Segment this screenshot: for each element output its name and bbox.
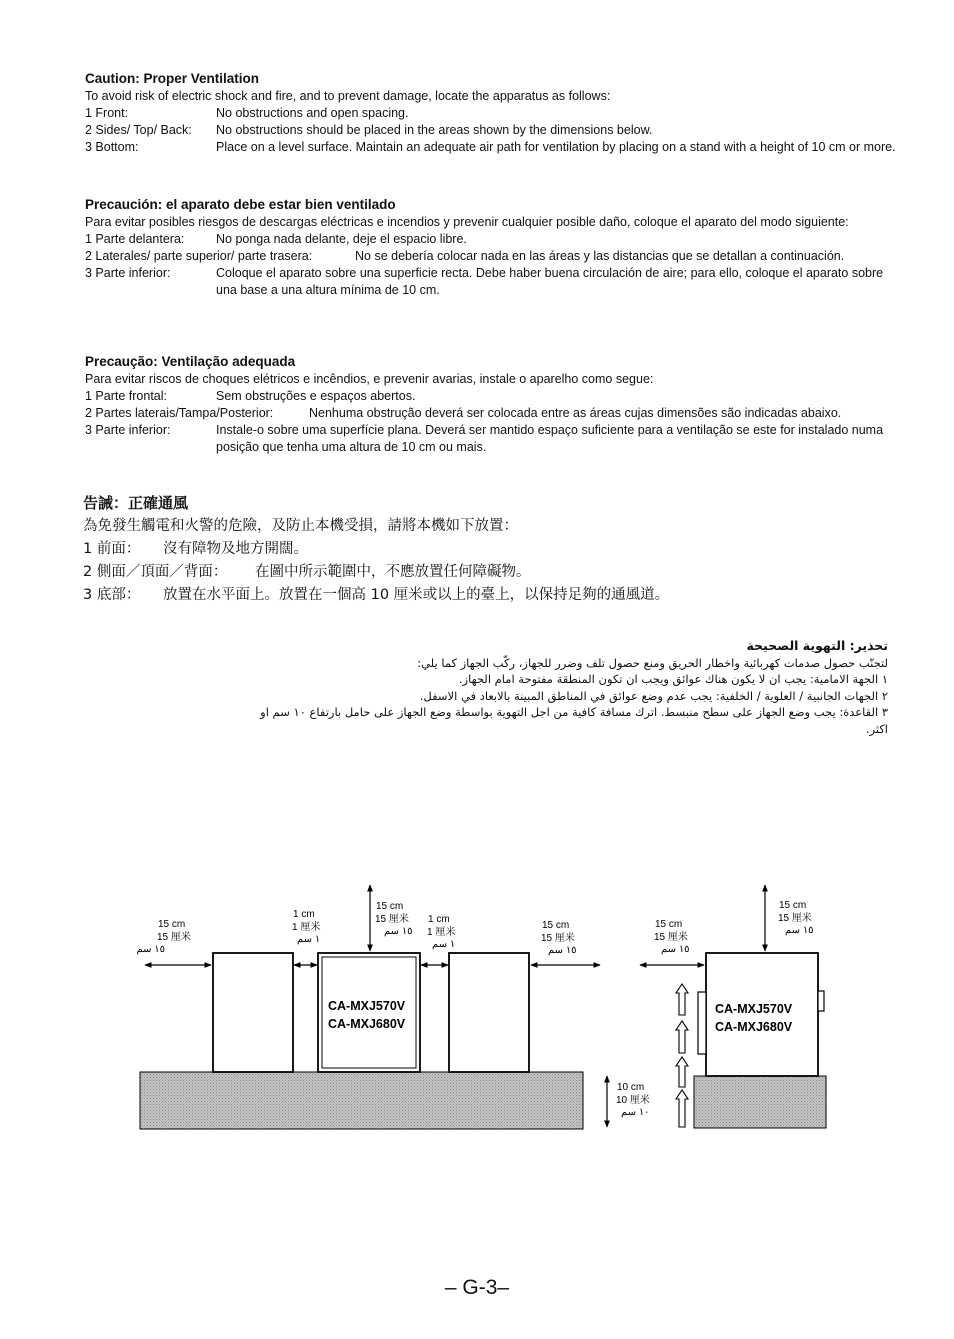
svg-text:15 厘米: 15 厘米 bbox=[541, 933, 575, 944]
svg-text:10 cm: 10 cm bbox=[617, 1082, 645, 1093]
dim-label-15cm-side-top bbox=[778, 900, 814, 936]
portuguese-item-front: 1 Parte frontal: Sem obstruções e espaços abertos. bbox=[85, 389, 416, 403]
section-english bbox=[85, 70, 900, 156]
dim-label-15cm-back bbox=[654, 919, 690, 955]
english-heading: Caution: Proper Ventilation bbox=[85, 71, 260, 86]
chinese-item-sides: 2 側面／頂面／背面： 在圖中所示範圍中，不應放置任何障礙物。 bbox=[83, 564, 531, 580]
arabic-line: لتجنّب حصول صدمات كهربائية واخطار الحريق ومنع حصول تلف وضرر للجهاز، ركّب الجهاز كما يلي: bbox=[417, 655, 888, 670]
chinese-item-front: 1 前面： 沒有障物及地方開闊。 bbox=[83, 541, 308, 557]
dim-label-1cm-right bbox=[427, 914, 455, 950]
svg-text:١٥ سم: ١٥ سم bbox=[661, 944, 690, 955]
svg-text:١٥ سم: ١٥ سم bbox=[136, 944, 165, 955]
ventilation-diagram bbox=[0, 860, 954, 1140]
page-number: – G-3– bbox=[444, 1276, 510, 1299]
arabic-line: ١ الجهة الامامية: يجب ان لا يكون هناك عوائق ويجب ان تكون المنطقة مفتوحة امام الجهاز. bbox=[458, 672, 888, 686]
model-label: CA-MXJ680V bbox=[715, 1020, 793, 1034]
svg-text:1 厘米: 1 厘米 bbox=[427, 927, 456, 938]
svg-text:١٥ سم: ١٥ سم bbox=[548, 945, 577, 956]
spanish-heading: Precaución: el aparato debe estar bien ventilado bbox=[85, 197, 396, 212]
portuguese-item-sides: 2 Partes laterais/Tampa/Posterior: Nenhuma obstrução deverá ser colocada entre as áreas cujas dimensões são indicadas abaixo. bbox=[85, 406, 842, 420]
chinese-intro: 為免發生觸電和火警的危險，及防止本機受損，請將本機如下放置： bbox=[83, 518, 518, 534]
svg-text:١٠ سم: ١٠ سم bbox=[621, 1107, 650, 1118]
portuguese-heading: Precaução: Ventilação adequada bbox=[85, 354, 296, 369]
side-handle-right bbox=[818, 991, 824, 1011]
chinese-heading: 告誡：正確通風 bbox=[83, 494, 189, 512]
arabic-line: ٢ الجهات الجانبية / العلوية / الخلفية: يجب عدم وضع عوائق في المناطق المبينة بالابعاد في الاسفل. bbox=[419, 688, 888, 703]
dim-label-10cm bbox=[616, 1082, 650, 1118]
spanish-item-sides: 2 Laterales/ parte superior/ parte trasera: No se debería colocar nada en las áreas y las distancias que se detallan a continuación. bbox=[85, 249, 845, 263]
spanish-item-front: 1 Parte delantera: No ponga nada delante, deje el espacio libre. bbox=[85, 232, 467, 246]
stand-right bbox=[694, 1076, 826, 1128]
arabic-heading: تحذير: التهوية الصحيحة bbox=[746, 638, 888, 653]
svg-text:15 cm: 15 cm bbox=[655, 919, 683, 930]
dim-label-1cm-left bbox=[292, 909, 320, 945]
svg-text:١٥ سم: ١٥ سم bbox=[785, 925, 814, 936]
svg-text:1 cm: 1 cm bbox=[293, 909, 315, 920]
svg-text:1 cm: 1 cm bbox=[428, 914, 450, 925]
svg-text:١٥ سم: ١٥ سم bbox=[384, 926, 413, 937]
section-arabic bbox=[248, 638, 888, 737]
speaker-left bbox=[213, 953, 293, 1072]
dim-label-15cm-left bbox=[136, 919, 190, 955]
svg-text:10 厘米: 10 厘米 bbox=[616, 1095, 650, 1106]
section-portuguese bbox=[85, 353, 900, 456]
portuguese-intro: Para evitar riscos de choques elétricos e incêndios, e prevenir avarias, instale o aparelho como segue: bbox=[85, 372, 654, 386]
english-item-bottom: 3 Bottom: Place on a level surface. Maintain an adequate air path for ventilation by placing on a stand with a height of 10 cm or more. bbox=[85, 140, 896, 154]
section-chinese bbox=[83, 492, 669, 607]
dim-label-15cm-right bbox=[541, 920, 577, 956]
spanish-intro: Para evitar posibles riesgos de descargas eléctricas e incendios y prevenir cualquier posible daño, coloque el aparato del modo siguiente: bbox=[85, 215, 849, 229]
svg-text:١ سم: ١ سم bbox=[432, 939, 456, 950]
side-handle-left bbox=[698, 992, 706, 1054]
arabic-line: ٣ القاعدة: يجب وضع الجهاز على سطح منبسط. اترك مسافة كافية من اجل التهوية بواسطة وضع الجهاز على حامل بارتفاع ١٠ سم او اكثر. bbox=[260, 705, 888, 736]
svg-text:15 cm: 15 cm bbox=[779, 900, 807, 911]
svg-text:15 厘米: 15 厘米 bbox=[654, 932, 688, 943]
model-label: CA-MXJ570V bbox=[328, 999, 406, 1013]
svg-text:15 厘米: 15 厘米 bbox=[778, 913, 812, 924]
airflow-arrows bbox=[676, 984, 688, 1127]
section-spanish bbox=[85, 196, 900, 299]
svg-text:١ سم: ١ سم bbox=[297, 934, 321, 945]
svg-text:15 cm: 15 cm bbox=[376, 901, 404, 912]
dim-label-15cm-top bbox=[375, 901, 413, 937]
svg-text:15 厘米: 15 厘米 bbox=[375, 914, 409, 925]
english-item-sides: 2 Sides/ Top/ Back: No obstructions should be placed in the areas shown by the dimensions below. bbox=[85, 123, 653, 137]
model-label: CA-MXJ570V bbox=[715, 1002, 793, 1016]
model-label: CA-MXJ680V bbox=[328, 1017, 406, 1031]
spanish-item-bottom: 3 Parte inferior: Coloque el aparato sobre una superficie recta. Debe haber buena circulación de aire; para ello, coloque el aparato sobre una base a una altura mínima de 10 cm. bbox=[85, 266, 884, 297]
english-intro: To avoid risk of electric shock and fire, and to prevent damage, locate the apparatus as follows: bbox=[85, 89, 611, 103]
portuguese-item-bottom: 3 Parte inferior: Instale-o sobre uma superfície plana. Deverá ser mantido espaço suficiente para a ventilação se este for instalado numa posição que tenha uma altura de 10 cm ou mais. bbox=[85, 423, 884, 454]
speaker-right bbox=[449, 953, 529, 1072]
svg-text:15 cm: 15 cm bbox=[158, 919, 186, 930]
svg-text:15 厘米: 15 厘米 bbox=[157, 932, 191, 943]
chinese-item-bottom: 3 底部： 放置在水平面上。放置在一個高 10 厘米或以上的臺上，以保持足夠的通風道。 bbox=[83, 587, 670, 603]
svg-text:15 cm: 15 cm bbox=[542, 920, 570, 931]
svg-text:1 厘米: 1 厘米 bbox=[292, 922, 321, 933]
english-item-front: 1 Front: No obstructions and open spacing. bbox=[85, 106, 409, 120]
floor-left bbox=[140, 1072, 583, 1129]
